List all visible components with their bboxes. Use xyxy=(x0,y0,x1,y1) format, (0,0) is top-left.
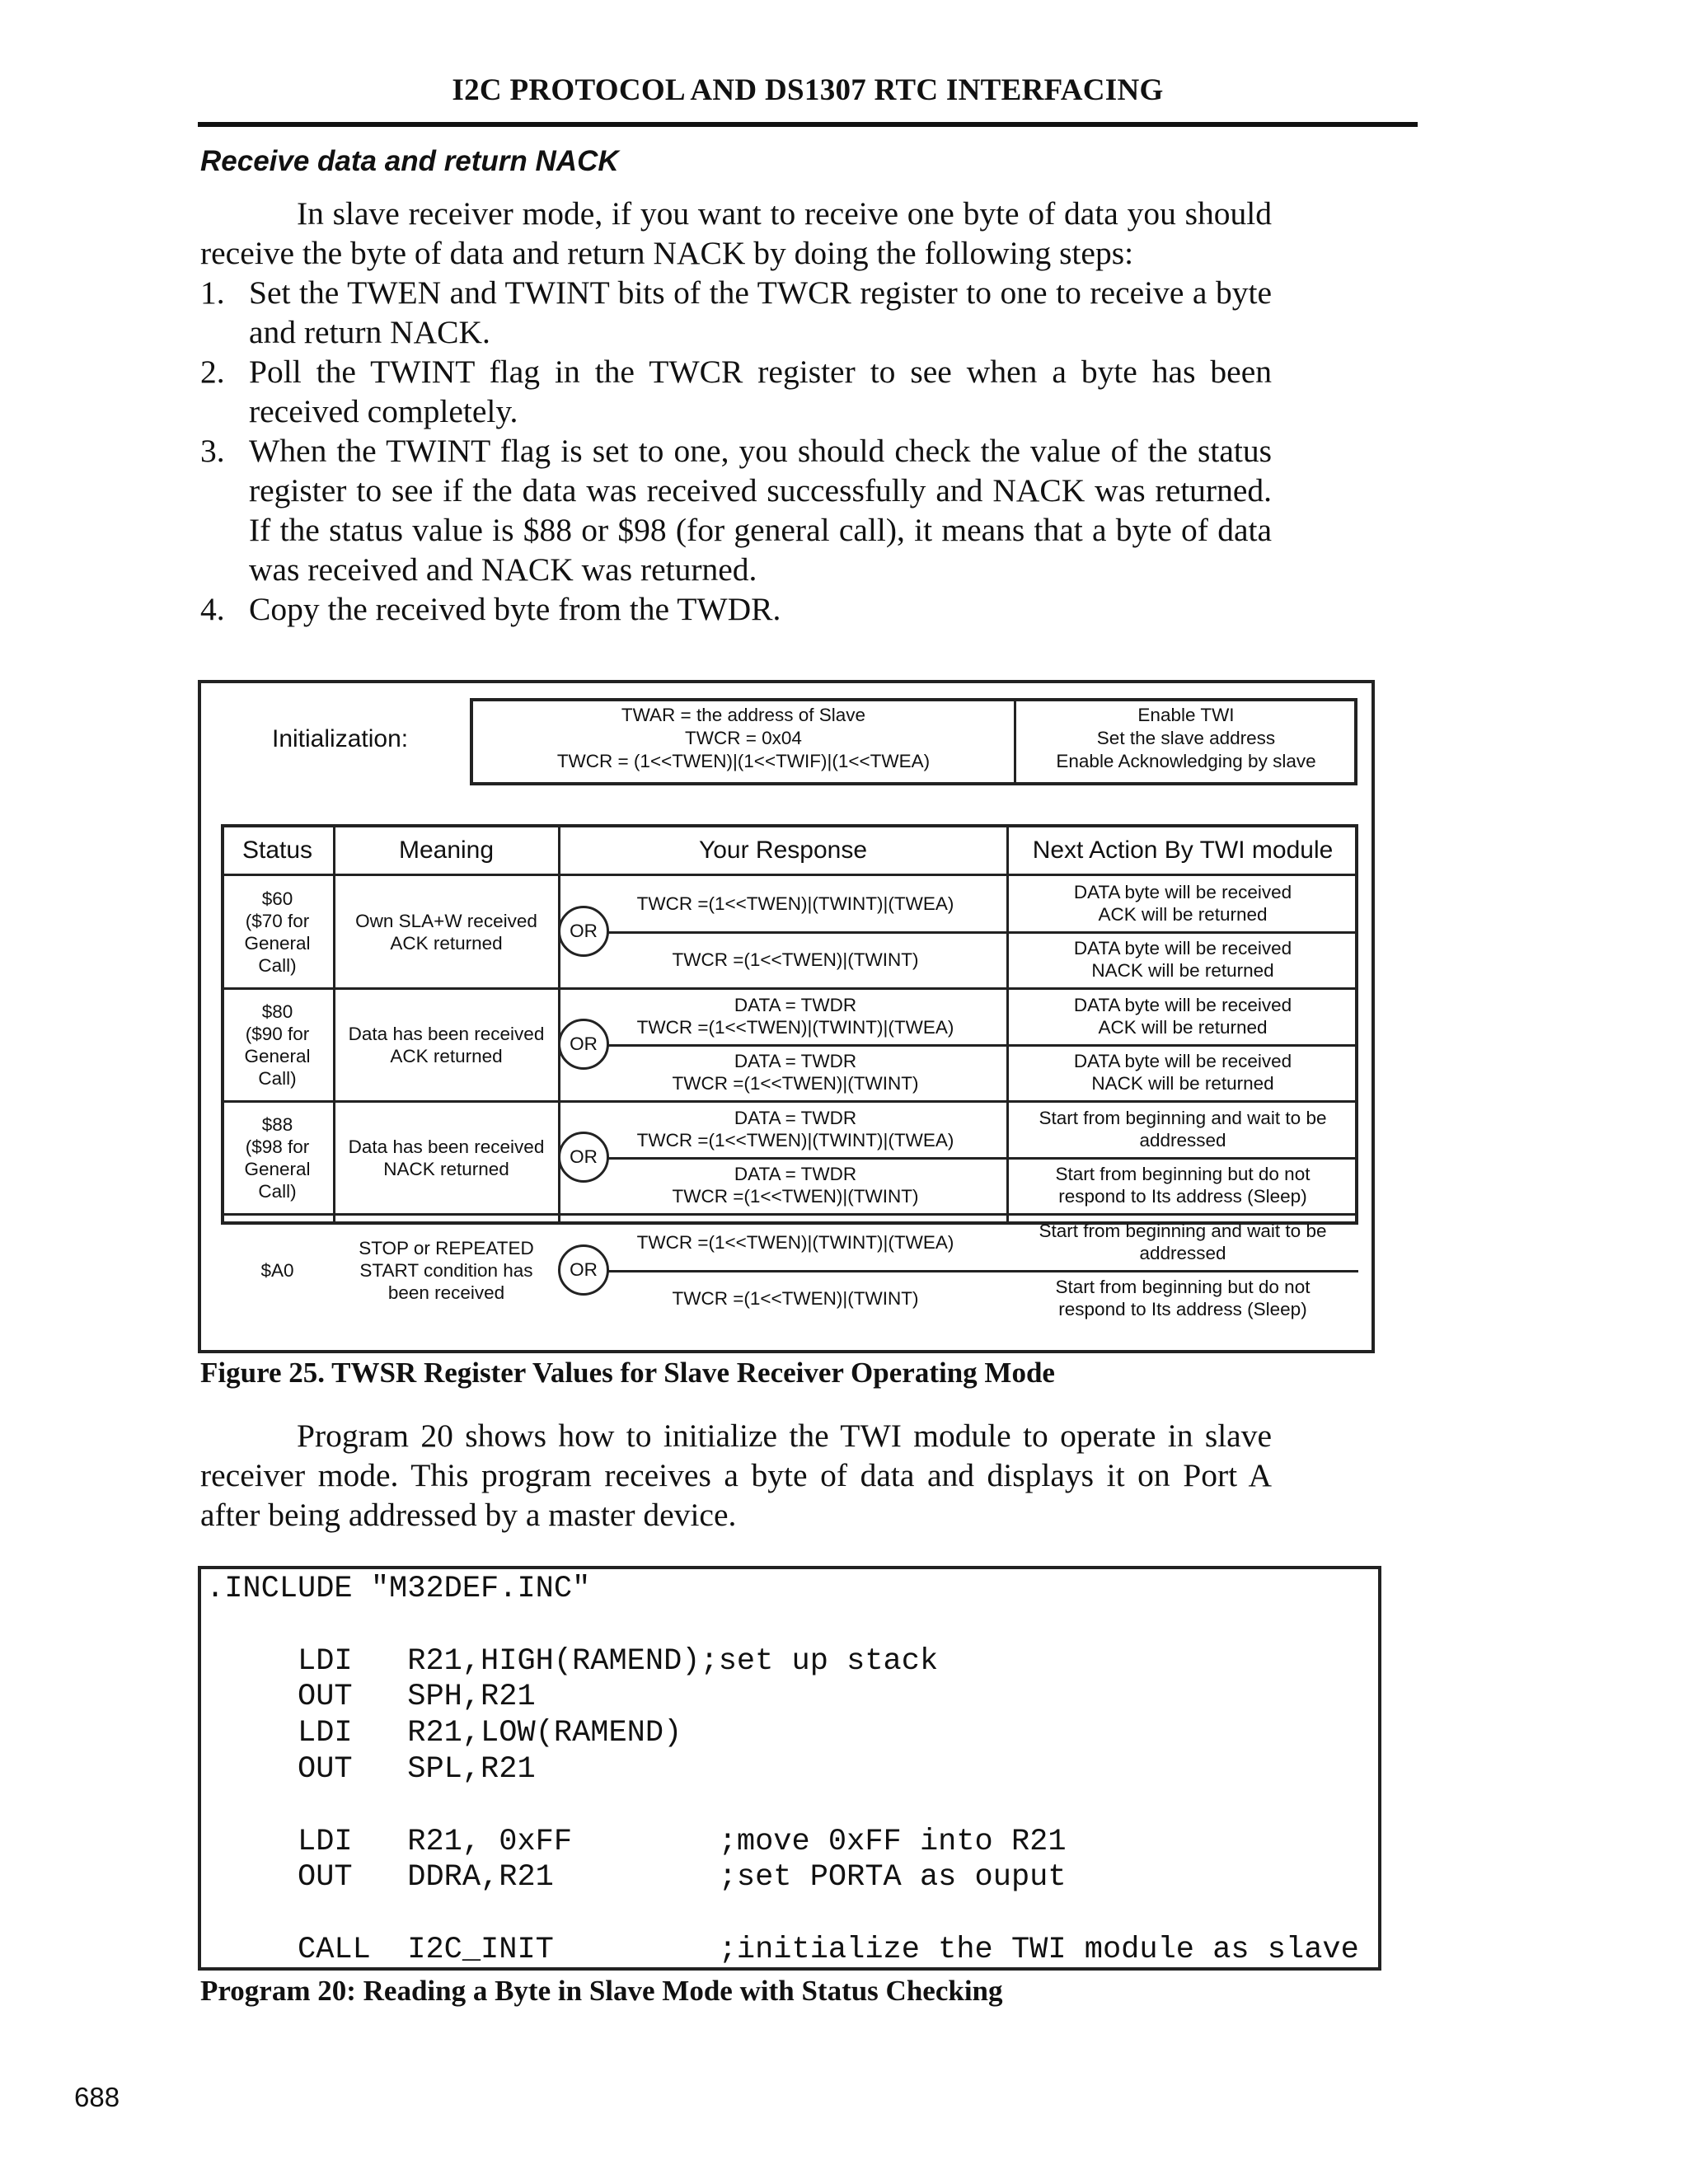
code-line: OUT SPH,R21 xyxy=(206,1680,536,1715)
steps-list xyxy=(200,273,1272,629)
next-action-cell xyxy=(1007,989,1358,1043)
status-cell-lines xyxy=(244,1001,310,1090)
next-action-cell xyxy=(1007,876,1358,930)
next-action-cell xyxy=(1007,1271,1358,1325)
running-header: I2C PROTOCOL AND DS1307 RTC INTERFACING xyxy=(452,73,1164,107)
code-line: LDI R21, 0xFF ;move 0xFF into R21 xyxy=(206,1824,1067,1859)
cell-line: DATA byte will be received xyxy=(1073,1051,1292,1071)
next-action-cell-lines xyxy=(1074,881,1292,926)
code-line: .INCLUDE "M32DEF.INC" xyxy=(206,1572,591,1606)
code-line: LDI R21,LOW(RAMEND) xyxy=(206,1716,682,1751)
list-item xyxy=(200,589,1272,629)
cell-line: ACK will be returned xyxy=(1098,904,1268,925)
response-cell-lines xyxy=(637,1231,954,1254)
code-line: LDI R21,HIGH(RAMEND);set up stack xyxy=(206,1643,939,1679)
cell-line: START condition has xyxy=(359,1260,533,1281)
cell-line: Own SLA+W received xyxy=(355,910,537,931)
cell-line: Start from beginning and wait to be xyxy=(1039,1108,1327,1128)
cell-line: General xyxy=(244,932,311,954)
cell-line: addressed xyxy=(1139,1130,1226,1151)
init-code-line: TWCR = 0x04 xyxy=(685,728,802,748)
cell-line: ACK returned xyxy=(390,1045,503,1066)
initialization-code xyxy=(473,704,1014,773)
column-header-response: Your Response xyxy=(698,837,868,864)
response-cell-lines xyxy=(637,893,954,915)
status-cell xyxy=(221,875,334,988)
page-number: 688 xyxy=(74,2082,120,2112)
next-action-cell xyxy=(1007,1158,1358,1212)
section-heading: Receive data and return NACK xyxy=(200,145,619,177)
program-paragraph xyxy=(200,1416,1272,1535)
or-badge: OR xyxy=(558,1019,609,1070)
cell-line: General xyxy=(244,1158,311,1179)
response-cell xyxy=(592,1158,999,1212)
init-desc-line: Enable Acknowledging by slave xyxy=(1056,751,1316,771)
cell-line: Start from beginning but do not xyxy=(1055,1164,1311,1184)
meaning-cell xyxy=(334,875,559,988)
step-number: 1. xyxy=(200,274,225,311)
step-number: 3. xyxy=(200,433,225,469)
cell-line: DATA byte will be received xyxy=(1073,882,1292,902)
cell-line: ACK will be returned xyxy=(1098,1017,1268,1038)
cell-line: NACK returned xyxy=(383,1158,509,1179)
response-cell xyxy=(592,1215,999,1269)
cell-line: $80 xyxy=(261,1001,293,1022)
step-number: 2. xyxy=(200,354,225,390)
response-cell xyxy=(592,932,999,987)
meaning-cell-lines xyxy=(349,1023,545,1067)
cell-line: Start from beginning but do not xyxy=(1055,1277,1311,1297)
next-action-cell-lines xyxy=(1074,1050,1292,1094)
response-cell xyxy=(592,876,999,930)
cell-line: DATA byte will be received xyxy=(1073,938,1292,958)
list-item xyxy=(200,273,1272,352)
cell-line: NACK will be returned xyxy=(1091,1073,1274,1094)
next-action-cell xyxy=(1007,1045,1358,1099)
next-action-cell-lines xyxy=(1039,1107,1327,1151)
cell-line: DATA = TWDR xyxy=(734,1164,857,1184)
cell-line: Data has been received xyxy=(348,1023,545,1044)
response-cell-lines xyxy=(673,949,919,971)
cell-line: respond to Its address (Sleep) xyxy=(1058,1186,1307,1207)
cell-line: Call) xyxy=(258,1067,297,1089)
cell-line: ($98 for xyxy=(245,1136,310,1157)
response-cell-lines xyxy=(637,994,954,1038)
header-rule xyxy=(198,122,1418,127)
cell-line: addressed xyxy=(1139,1243,1226,1263)
status-cell-lines xyxy=(244,888,310,977)
cell-line: $88 xyxy=(261,1113,293,1135)
column-header-next: Next Action By TWI module xyxy=(1032,837,1334,864)
response-cell-lines xyxy=(673,1287,919,1310)
or-badge: OR xyxy=(558,1244,609,1296)
next-action-cell-lines xyxy=(1039,1220,1327,1264)
status-cell xyxy=(221,1101,334,1214)
program-caption: Program 20: Reading a Byte in Slave Mode with Status Checking xyxy=(200,1975,1003,2007)
next-action-cell xyxy=(1007,1102,1358,1156)
cell-line: ACK returned xyxy=(390,932,503,954)
cell-line: DATA byte will be received xyxy=(1073,995,1292,1015)
cell-line: DATA = TWDR xyxy=(734,995,857,1015)
cell-line: TWCR =(1<<TWEN)|(TWINT)|(TWEA) xyxy=(636,1130,954,1151)
status-cell xyxy=(221,1214,334,1327)
response-cell-lines xyxy=(673,1050,919,1094)
intro-paragraph xyxy=(200,194,1272,273)
status-cell-lines xyxy=(244,1113,310,1202)
init-code-line: TWCR = (1<<TWEN)|(1<<TWIF)|(1<<TWEA) xyxy=(556,751,931,771)
column-header-status: Status xyxy=(241,837,313,864)
init-desc-line: Enable TWI xyxy=(1137,705,1235,725)
step-text: Poll the TWINT flag in the TWCR register to see when a byte has been received completely. xyxy=(249,354,1272,429)
cell-line: $60 xyxy=(261,888,293,909)
cell-line: NACK will be returned xyxy=(1091,960,1274,981)
column-header-meaning: Meaning xyxy=(398,837,495,864)
cell-line: TWCR =(1<<TWEN)|(TWINT) xyxy=(672,1186,919,1207)
meaning-cell xyxy=(334,1214,559,1327)
next-action-cell-lines xyxy=(1056,1163,1311,1207)
cell-line: TWCR =(1<<TWEN)|(TWINT) xyxy=(672,1073,919,1094)
response-cell xyxy=(592,1271,999,1325)
step-number: 4. xyxy=(200,591,225,627)
cell-line: TWCR =(1<<TWEN)|(TWINT) xyxy=(672,949,919,970)
code-line: OUT DDRA,R21 ;set PORTA as ouput xyxy=(206,1860,1067,1896)
cell-line: Start from beginning and wait to be xyxy=(1039,1221,1327,1241)
meaning-cell-lines xyxy=(349,1136,545,1180)
cell-line: DATA = TWDR xyxy=(734,1108,857,1128)
init-desc-line: Set the slave address xyxy=(1096,728,1276,748)
step-text: Set the TWEN and TWINT bits of the TWCR register to one to receive a byte and return NACK. xyxy=(249,274,1272,350)
response-cell-lines xyxy=(637,1107,954,1151)
cell-line: respond to Its address (Sleep) xyxy=(1058,1299,1307,1319)
program-paragraph-text: Program 20 shows how to initialize the TWI module to operate in slave receiver mode. This program receives a byte of data and displays it on Port A after being addressed by a master device. xyxy=(200,1418,1272,1533)
next-action-cell-lines xyxy=(1074,994,1292,1038)
cell-line: STOP or REPEATED xyxy=(359,1238,534,1258)
code-line: OUT SPL,R21 xyxy=(206,1752,536,1787)
cell-line: Data has been received xyxy=(348,1136,545,1157)
meaning-cell xyxy=(334,988,559,1101)
cell-line: TWCR =(1<<TWEN)|(TWINT) xyxy=(672,1287,919,1309)
figure-caption: Figure 25. TWSR Register Values for Slave Receiver Operating Mode xyxy=(200,1357,1055,1389)
step-text: Copy the received byte from the TWDR. xyxy=(249,591,781,627)
list-item xyxy=(200,352,1272,431)
cell-line: TWCR =(1<<TWEN)|(TWINT)|(TWEA) xyxy=(636,893,954,914)
meaning-cell-lines xyxy=(359,1237,534,1304)
cell-line: $A0 xyxy=(260,1260,294,1281)
status-cell-lines xyxy=(260,1259,293,1282)
cell-line: been received xyxy=(387,1282,505,1303)
next-action-cell xyxy=(1007,932,1358,987)
response-cell-lines xyxy=(673,1163,919,1207)
next-action-cell-lines xyxy=(1056,1276,1311,1320)
cell-line: General xyxy=(244,1045,311,1066)
or-badge: OR xyxy=(558,906,609,957)
response-cell xyxy=(592,989,999,1043)
initialization-label: Initialization: xyxy=(272,725,409,752)
initialization-description xyxy=(1017,704,1355,773)
cell-line: Call) xyxy=(258,954,297,976)
initialization-divider xyxy=(1014,698,1016,785)
status-cell xyxy=(221,988,334,1101)
cell-line: DATA = TWDR xyxy=(734,1051,857,1071)
list-item xyxy=(200,431,1272,589)
cell-line: TWCR =(1<<TWEN)|(TWINT)|(TWEA) xyxy=(636,1017,954,1038)
meaning-cell-lines xyxy=(355,910,537,954)
init-code-line: TWAR = the address of Slave xyxy=(621,705,866,725)
cell-line: ($70 for xyxy=(245,910,310,931)
response-cell xyxy=(592,1102,999,1156)
meaning-cell xyxy=(334,1101,559,1214)
cell-line: TWCR =(1<<TWEN)|(TWINT)|(TWEA) xyxy=(636,1231,954,1253)
next-action-cell xyxy=(1007,1215,1358,1269)
step-text: When the TWINT flag is set to one, you should check the value of the status register to see if the data was received successfully and NACK was returned. If the status value is $88 or $98 (for general call), it means that a byte of data was received and NACK was returned. xyxy=(249,433,1272,588)
intro-text: In slave receiver mode, if you want to receive one byte of data you should receive the byte of data and return NACK by doing the following steps: xyxy=(200,195,1272,271)
cell-line: ($90 for xyxy=(245,1023,310,1044)
next-action-cell-lines xyxy=(1074,937,1292,982)
code-line: CALL I2C_INIT ;initialize the TWI module as slave xyxy=(206,1933,1359,1967)
cell-line: Call) xyxy=(258,1180,297,1202)
or-badge: OR xyxy=(558,1132,609,1183)
response-cell xyxy=(592,1045,999,1099)
